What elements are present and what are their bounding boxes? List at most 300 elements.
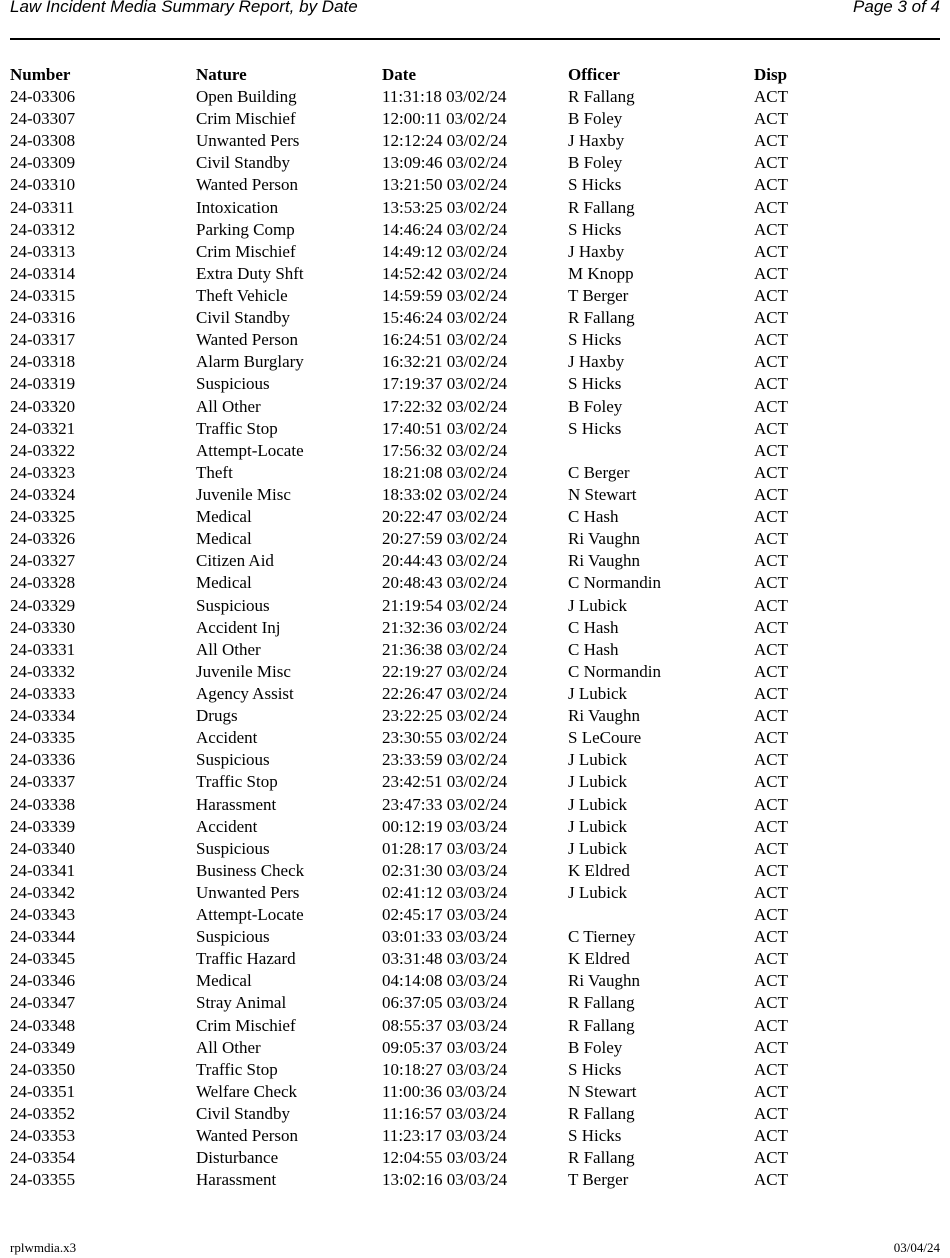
incident-disp: ACT xyxy=(754,595,788,615)
table-row xyxy=(0,285,950,307)
incident-disp: ACT xyxy=(754,971,788,991)
incident-nature: Theft xyxy=(196,462,233,482)
incident-date: 02:31:30 03/03/24 xyxy=(382,860,508,880)
table-row xyxy=(0,1081,950,1103)
column-header-officer: Officer xyxy=(568,65,620,84)
table-row xyxy=(0,992,950,1014)
incident-nature: All Other xyxy=(196,639,261,659)
incident-disp: ACT xyxy=(754,772,788,792)
incident-nature: Suspicious xyxy=(196,374,270,394)
incident-disp: ACT xyxy=(754,949,788,969)
incident-disp: ACT xyxy=(754,507,788,527)
incident-officer: M Knopp xyxy=(568,263,634,283)
incident-date: 17:22:32 03/02/24 xyxy=(382,396,508,416)
table-row xyxy=(0,462,950,484)
table-row xyxy=(0,1169,950,1191)
incident-date: 23:47:33 03/02/24 xyxy=(382,794,508,814)
incident-officer: S Hicks xyxy=(568,1059,622,1079)
incident-officer: Ri Vaughn xyxy=(568,706,640,726)
incident-number: 24-03336 xyxy=(10,750,76,770)
incident-officer: R Fallang xyxy=(568,993,635,1013)
incident-number: 24-03349 xyxy=(10,1037,76,1057)
incident-number: 24-03351 xyxy=(10,1081,76,1101)
incident-officer: N Stewart xyxy=(568,484,637,504)
incident-date: 13:02:16 03/03/24 xyxy=(382,1170,508,1190)
incident-number: 24-03352 xyxy=(10,1104,76,1124)
incident-officer: S LeCoure xyxy=(568,728,642,748)
incident-nature: Harassment xyxy=(196,1170,277,1190)
table-header-row xyxy=(0,64,950,86)
table-row xyxy=(0,617,950,639)
incident-officer: S Hicks xyxy=(568,219,622,239)
table-row xyxy=(0,794,950,816)
incident-number: 24-03311 xyxy=(10,197,75,217)
incident-nature: Suspicious xyxy=(196,838,270,858)
incident-date: 14:49:12 03/02/24 xyxy=(382,241,508,261)
table-row xyxy=(0,130,950,152)
incident-date: 23:33:59 03/02/24 xyxy=(382,750,508,770)
incident-officer: C Hash xyxy=(568,617,619,637)
incident-nature: Drugs xyxy=(196,706,238,726)
table-row xyxy=(0,373,950,395)
table-row xyxy=(0,1015,950,1037)
incident-officer: C Hash xyxy=(568,507,619,527)
incident-nature: Parking Comp xyxy=(196,219,295,239)
incident-number: 24-03318 xyxy=(10,352,76,372)
incident-date: 00:12:19 03/03/24 xyxy=(382,816,508,836)
incident-nature: Civil Standby xyxy=(196,308,290,328)
incident-officer: J Haxby xyxy=(568,352,625,372)
incident-number: 24-03343 xyxy=(10,905,76,925)
incident-number: 24-03348 xyxy=(10,1015,76,1035)
incident-nature: Open Building xyxy=(196,87,297,106)
report-title: Law Incident Media Summary Report, by Date xyxy=(10,0,358,16)
incident-number: 24-03325 xyxy=(10,507,76,527)
incident-disp: ACT xyxy=(754,1037,788,1057)
incident-date: 10:18:27 03/03/24 xyxy=(382,1059,508,1079)
incident-date: 18:33:02 03/02/24 xyxy=(382,484,508,504)
incident-number: 24-03324 xyxy=(10,484,76,504)
incident-nature: Accident xyxy=(196,816,258,836)
table-row xyxy=(0,351,950,373)
incident-officer: Ri Vaughn xyxy=(568,529,640,549)
incident-date: 14:46:24 03/02/24 xyxy=(382,219,508,239)
print-date: 03/04/24 xyxy=(893,1240,940,1255)
incident-disp: ACT xyxy=(754,1126,788,1146)
incident-officer: J Lubick xyxy=(568,838,628,858)
incident-date: 17:40:51 03/02/24 xyxy=(382,418,508,438)
incident-officer: R Fallang xyxy=(568,1148,635,1168)
table-row xyxy=(0,727,950,749)
table-row xyxy=(0,1037,950,1059)
incident-disp: ACT xyxy=(754,175,788,195)
incident-number: 24-03346 xyxy=(10,971,76,991)
incident-officer: T Berger xyxy=(568,1170,629,1190)
page-number: Page 3 of 4 xyxy=(853,0,940,16)
incident-nature: Theft Vehicle xyxy=(196,285,288,305)
incident-date: 13:09:46 03/02/24 xyxy=(382,153,508,173)
incident-nature: Civil Standby xyxy=(196,1104,290,1124)
incident-disp: ACT xyxy=(754,927,788,947)
incident-number: 24-03313 xyxy=(10,241,76,261)
incident-date: 21:36:38 03/02/24 xyxy=(382,639,508,659)
table-row xyxy=(0,550,950,572)
incident-date: 09:05:37 03/03/24 xyxy=(382,1037,508,1057)
incident-officer: C Berger xyxy=(568,462,630,482)
incident-officer: J Lubick xyxy=(568,683,628,703)
incident-date: 20:48:43 03/02/24 xyxy=(382,573,508,593)
incident-officer: C Normandin xyxy=(568,573,662,593)
incident-disp: ACT xyxy=(754,838,788,858)
incident-disp: ACT xyxy=(754,573,788,593)
incident-table xyxy=(0,64,950,1191)
incident-nature: Suspicious xyxy=(196,595,270,615)
column-header-nature: Nature xyxy=(196,65,247,84)
incident-disp: ACT xyxy=(754,639,788,659)
incident-nature: Citizen Aid xyxy=(196,551,274,571)
table-row xyxy=(0,219,950,241)
table-row xyxy=(0,418,950,440)
incident-officer: R Fallang xyxy=(568,1015,635,1035)
incident-officer: J Lubick xyxy=(568,794,628,814)
incident-date: 16:24:51 03/02/24 xyxy=(382,330,508,350)
incident-date: 22:26:47 03/02/24 xyxy=(382,683,508,703)
incident-date: 06:37:05 03/03/24 xyxy=(382,993,508,1013)
incident-disp: ACT xyxy=(754,683,788,703)
incident-nature: Wanted Person xyxy=(196,330,299,350)
incident-number: 24-03347 xyxy=(10,993,76,1013)
incident-disp: ACT xyxy=(754,285,788,305)
column-header-disp: Disp xyxy=(754,65,788,84)
incident-disp: ACT xyxy=(754,794,788,814)
incident-date: 11:16:57 03/03/24 xyxy=(382,1104,507,1124)
incident-number: 24-03355 xyxy=(10,1170,76,1190)
incident-disp: ACT xyxy=(754,816,788,836)
table-row xyxy=(0,904,950,926)
table-row xyxy=(0,948,950,970)
incident-nature: Crim Mischief xyxy=(196,109,296,129)
incident-date: 21:32:36 03/02/24 xyxy=(382,617,508,637)
incident-nature: Traffic Stop xyxy=(196,1059,278,1079)
incident-number: 24-03341 xyxy=(10,860,76,880)
incident-number: 24-03338 xyxy=(10,794,76,814)
incident-date: 03:31:48 03/03/24 xyxy=(382,949,508,969)
incident-nature: Unwanted Pers xyxy=(196,131,300,151)
incident-disp: ACT xyxy=(754,617,788,637)
incident-number: 24-03353 xyxy=(10,1126,76,1146)
incident-number: 24-03323 xyxy=(10,462,76,482)
table-row xyxy=(0,197,950,219)
incident-nature: Wanted Person xyxy=(196,175,299,195)
incident-nature: Disturbance xyxy=(196,1148,279,1168)
incident-number: 24-03326 xyxy=(10,529,76,549)
incident-nature: Attempt-Locate xyxy=(196,440,304,460)
incident-nature: Welfare Check xyxy=(196,1081,298,1101)
incident-nature: Medical xyxy=(196,529,252,549)
incident-date: 23:22:25 03/02/24 xyxy=(382,706,508,726)
incident-nature: Extra Duty Shft xyxy=(196,263,304,283)
column-header-date: Date xyxy=(382,65,416,84)
incident-date: 15:46:24 03/02/24 xyxy=(382,308,508,328)
incident-disp: ACT xyxy=(754,374,788,394)
incident-date: 11:31:18 03/02/24 xyxy=(382,87,507,106)
incident-officer: S Hicks xyxy=(568,330,622,350)
table-row xyxy=(0,528,950,550)
incident-number: 24-03329 xyxy=(10,595,76,615)
incident-disp: ACT xyxy=(754,750,788,770)
incident-disp: ACT xyxy=(754,1104,788,1124)
table-row xyxy=(0,263,950,285)
incident-nature: Stray Animal xyxy=(196,993,287,1013)
incident-officer: C Tierney xyxy=(568,927,636,947)
incident-disp: ACT xyxy=(754,263,788,283)
incident-nature: Civil Standby xyxy=(196,153,290,173)
table-row xyxy=(0,152,950,174)
table-row xyxy=(0,639,950,661)
table-row xyxy=(0,595,950,617)
incident-number: 24-03333 xyxy=(10,683,76,703)
incident-nature: Alarm Burglary xyxy=(196,352,304,372)
incident-date: 02:45:17 03/03/24 xyxy=(382,905,508,925)
table-row xyxy=(0,771,950,793)
incident-officer: B Foley xyxy=(568,396,623,416)
header-divider xyxy=(10,38,940,40)
incident-officer: K Eldred xyxy=(568,949,630,969)
table-row xyxy=(0,572,950,594)
table-row xyxy=(0,307,950,329)
incident-officer: K Eldred xyxy=(568,860,630,880)
table-row xyxy=(0,661,950,683)
incident-number: 24-03350 xyxy=(10,1059,76,1079)
incident-nature: Traffic Stop xyxy=(196,772,278,792)
incident-number: 24-03315 xyxy=(10,285,76,305)
incident-number: 24-03320 xyxy=(10,396,76,416)
report-id: rplwmdia.x3 xyxy=(10,1240,77,1255)
incident-officer: R Fallang xyxy=(568,308,635,328)
incident-date: 12:00:11 03/02/24 xyxy=(382,109,507,129)
incident-disp: ACT xyxy=(754,551,788,571)
incident-number: 24-03317 xyxy=(10,330,76,350)
incident-officer: S Hicks xyxy=(568,1126,622,1146)
incident-number: 24-03339 xyxy=(10,816,76,836)
incident-nature: Suspicious xyxy=(196,750,270,770)
incident-disp: ACT xyxy=(754,109,788,129)
incident-number: 24-03306 xyxy=(10,87,76,106)
incident-date: 22:19:27 03/02/24 xyxy=(382,661,508,681)
incident-officer: S Hicks xyxy=(568,418,622,438)
table-row xyxy=(0,860,950,882)
incident-officer: R Fallang xyxy=(568,1104,635,1124)
incident-disp: ACT xyxy=(754,905,788,925)
incident-nature: Juvenile Misc xyxy=(196,661,291,681)
incident-officer: R Fallang xyxy=(568,87,635,106)
incident-officer: C Normandin xyxy=(568,661,662,681)
table-row xyxy=(0,1059,950,1081)
incident-disp: ACT xyxy=(754,352,788,372)
incident-nature: Traffic Hazard xyxy=(196,949,296,969)
table-body xyxy=(0,86,950,1191)
table-row xyxy=(0,749,950,771)
table-row xyxy=(0,241,950,263)
incident-number: 24-03344 xyxy=(10,927,76,947)
incident-nature: Wanted Person xyxy=(196,1126,299,1146)
incident-date: 20:27:59 03/02/24 xyxy=(382,529,508,549)
incident-number: 24-03354 xyxy=(10,1148,76,1168)
incident-number: 24-03328 xyxy=(10,573,76,593)
incident-number: 24-03334 xyxy=(10,706,76,726)
incident-nature: Medical xyxy=(196,573,252,593)
incident-disp: ACT xyxy=(754,1059,788,1079)
incident-officer: B Foley xyxy=(568,153,623,173)
incident-disp: ACT xyxy=(754,1015,788,1035)
incident-number: 24-03309 xyxy=(10,153,76,173)
table-row xyxy=(0,816,950,838)
incident-officer: Ri Vaughn xyxy=(568,551,640,571)
table-row xyxy=(0,926,950,948)
incident-disp: ACT xyxy=(754,153,788,173)
incident-nature: Medical xyxy=(196,507,252,527)
incident-disp: ACT xyxy=(754,1148,788,1168)
incident-nature: Attempt-Locate xyxy=(196,905,304,925)
incident-number: 24-03345 xyxy=(10,949,76,969)
incident-officer: J Haxby xyxy=(568,131,625,151)
incident-number: 24-03322 xyxy=(10,440,76,460)
table-row xyxy=(0,174,950,196)
incident-officer: R Fallang xyxy=(568,197,635,217)
incident-nature: Traffic Stop xyxy=(196,418,278,438)
table-row xyxy=(0,1147,950,1169)
incident-disp: ACT xyxy=(754,706,788,726)
incident-number: 24-03335 xyxy=(10,728,76,748)
incident-nature: Intoxication xyxy=(196,197,279,217)
incident-date: 13:53:25 03/02/24 xyxy=(382,197,508,217)
incident-nature: Crim Mischief xyxy=(196,241,296,261)
incident-officer: N Stewart xyxy=(568,1081,637,1101)
incident-number: 24-03330 xyxy=(10,617,76,637)
incident-date: 20:44:43 03/02/24 xyxy=(382,551,508,571)
incident-nature: Suspicious xyxy=(196,927,270,947)
column-header-number: Number xyxy=(10,65,71,84)
table-row xyxy=(0,882,950,904)
incident-number: 24-03331 xyxy=(10,639,76,659)
table-row xyxy=(0,1103,950,1125)
table-row xyxy=(0,108,950,130)
incident-disp: ACT xyxy=(754,308,788,328)
incident-disp: ACT xyxy=(754,131,788,151)
incident-nature: Accident xyxy=(196,728,258,748)
incident-date: 17:19:37 03/02/24 xyxy=(382,374,508,394)
incident-officer: J Lubick xyxy=(568,595,628,615)
incident-number: 24-03340 xyxy=(10,838,76,858)
incident-disp: ACT xyxy=(754,87,788,106)
incident-disp: ACT xyxy=(754,396,788,416)
incident-date: 17:56:32 03/02/24 xyxy=(382,440,508,460)
table-row xyxy=(0,440,950,462)
incident-officer: J Lubick xyxy=(568,882,628,902)
incident-disp: ACT xyxy=(754,330,788,350)
incident-nature: Business Check xyxy=(196,860,305,880)
incident-disp: ACT xyxy=(754,462,788,482)
incident-officer: B Foley xyxy=(568,1037,623,1057)
incident-number: 24-03312 xyxy=(10,219,76,239)
incident-number: 24-03319 xyxy=(10,374,76,394)
incident-number: 24-03316 xyxy=(10,308,76,328)
incident-date: 04:14:08 03/03/24 xyxy=(382,971,508,991)
incident-disp: ACT xyxy=(754,993,788,1013)
incident-disp: ACT xyxy=(754,197,788,217)
incident-disp: ACT xyxy=(754,440,788,460)
incident-nature: Unwanted Pers xyxy=(196,882,300,902)
incident-date: 12:12:24 03/02/24 xyxy=(382,131,508,151)
incident-date: 14:52:42 03/02/24 xyxy=(382,263,508,283)
incident-officer: J Haxby xyxy=(568,241,625,261)
incident-officer: S Hicks xyxy=(568,374,622,394)
table-row xyxy=(0,506,950,528)
incident-number: 24-03332 xyxy=(10,661,76,681)
incident-date: 11:00:36 03/03/24 xyxy=(382,1081,507,1101)
incident-disp: ACT xyxy=(754,484,788,504)
table-row xyxy=(0,970,950,992)
incident-date: 03:01:33 03/03/24 xyxy=(382,927,508,947)
incident-officer: J Lubick xyxy=(568,816,628,836)
table-row xyxy=(0,838,950,860)
incident-number: 24-03308 xyxy=(10,131,76,151)
incident-nature: Medical xyxy=(196,971,252,991)
table-row xyxy=(0,705,950,727)
incident-date: 14:59:59 03/02/24 xyxy=(382,285,508,305)
incident-officer: T Berger xyxy=(568,285,629,305)
table-row xyxy=(0,1125,950,1147)
incident-number: 24-03307 xyxy=(10,109,76,129)
incident-disp: ACT xyxy=(754,860,788,880)
incident-disp: ACT xyxy=(754,661,788,681)
incident-disp: ACT xyxy=(754,882,788,902)
incident-officer: C Hash xyxy=(568,639,619,659)
table-row xyxy=(0,683,950,705)
incident-number: 24-03321 xyxy=(10,418,76,438)
incident-date: 21:19:54 03/02/24 xyxy=(382,595,508,615)
table-row xyxy=(0,329,950,351)
incident-nature: Juvenile Misc xyxy=(196,484,291,504)
incident-number: 24-03314 xyxy=(10,263,76,283)
incident-date: 18:21:08 03/02/24 xyxy=(382,462,508,482)
table-row xyxy=(0,86,950,108)
incident-disp: ACT xyxy=(754,241,788,261)
incident-date: 08:55:37 03/03/24 xyxy=(382,1015,508,1035)
incident-number: 24-03327 xyxy=(10,551,76,571)
incident-nature: All Other xyxy=(196,1037,261,1057)
incident-date: 20:22:47 03/02/24 xyxy=(382,507,508,527)
incident-number: 24-03337 xyxy=(10,772,76,792)
incident-date: 11:23:17 03/03/24 xyxy=(382,1126,507,1146)
incident-officer: Ri Vaughn xyxy=(568,971,640,991)
incident-disp: ACT xyxy=(754,418,788,438)
incident-date: 16:32:21 03/02/24 xyxy=(382,352,508,372)
incident-date: 13:21:50 03/02/24 xyxy=(382,175,508,195)
incident-disp: ACT xyxy=(754,529,788,549)
incident-nature: Accident Inj xyxy=(196,617,281,637)
incident-nature: All Other xyxy=(196,396,261,416)
incident-disp: ACT xyxy=(754,1170,788,1190)
incident-officer: J Lubick xyxy=(568,772,628,792)
incident-officer: B Foley xyxy=(568,109,623,129)
incident-disp: ACT xyxy=(754,728,788,748)
table-row xyxy=(0,484,950,506)
incident-date: 23:42:51 03/02/24 xyxy=(382,772,508,792)
incident-date: 12:04:55 03/03/24 xyxy=(382,1148,508,1168)
incident-disp: ACT xyxy=(754,1081,788,1101)
incident-date: 23:30:55 03/02/24 xyxy=(382,728,508,748)
